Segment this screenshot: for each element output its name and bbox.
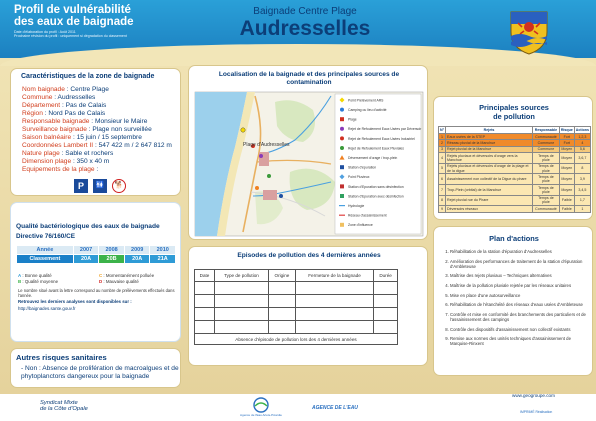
quality-year-header: 2007 xyxy=(73,246,99,255)
action-item: 7. Contrôle et mise en conformité des branchements des particuliers et de l'assainissement des campings xyxy=(450,312,590,322)
meta-revision: Prochaine révision du profil : uniquement si dégradation du classement xyxy=(14,34,127,39)
map-legend-label: Réseau d'assainissement xyxy=(348,213,387,218)
profile-title xyxy=(14,4,184,28)
map-legend-label: Rejet de Refoulement Eaux Usées Industriel xyxy=(348,136,415,141)
map-legend-label: Point Pluvieux xyxy=(348,175,370,180)
quality-legend xyxy=(18,273,180,285)
characteristic-row xyxy=(22,150,180,158)
sources-cell-actions: 3,4,5 xyxy=(574,184,590,195)
characteristic-value: : Sable et rochers xyxy=(59,150,114,157)
sources-title-line1: Principales sources xyxy=(479,103,549,112)
characteristics-list xyxy=(22,86,180,174)
sources-cell-n: 7 xyxy=(439,184,446,195)
quality-legend-code: C xyxy=(99,273,103,278)
characteristic-label: Equipements de la plage xyxy=(22,166,95,173)
sources-cell-actions: 3,9 xyxy=(574,174,590,185)
map-legend-marker xyxy=(340,117,344,121)
characteristic-label: Dimension plage xyxy=(22,158,72,165)
sources-cell-resp: Temps de pluie xyxy=(533,195,560,206)
sources-cell-rejet: Assainissement non collectif de la Digue du phare xyxy=(446,174,533,185)
sources-cell-rejet: Rejet pluvial rue du Phare xyxy=(446,195,533,206)
characteristics-panel xyxy=(10,68,181,196)
map-legend-marker xyxy=(340,146,344,150)
map-legend-label: Station d'Epuration avec désinfection xyxy=(348,194,404,199)
episodes-title: Episodes de pollution des 4 dernières années xyxy=(237,252,381,259)
quality-legend-text: Mauvaise qualité xyxy=(105,279,139,284)
risks-text: - Non : Absence de prolifération de macroalgues et de phytoplanctons dangereux pour la baignade xyxy=(21,365,179,380)
quality-title: Qualité bactériologique des eaux de baignade xyxy=(16,223,160,230)
quality-note: Le nombre situé avant la lettre correspond au nombre de prélèvements effectués dans l'année. xyxy=(18,288,175,298)
characteristic-row xyxy=(22,94,180,102)
quality-class-cell: 20A xyxy=(73,255,99,264)
characteristic-row xyxy=(22,86,180,94)
sources-cell-risque: Moyen xyxy=(559,146,574,152)
episodes-header-cell: Type de pollution xyxy=(214,270,268,282)
sources-cell-risque: Fort xyxy=(559,140,574,146)
episodes-cell xyxy=(374,295,398,308)
quality-source-text: Retrouvez les derniers analyses sont disponibles sur : xyxy=(18,299,132,304)
characteristic-label: Coordonnées Lambert II xyxy=(22,142,94,149)
map-legend-marker xyxy=(340,184,344,188)
sources-row xyxy=(439,206,591,212)
map-title: Localisation de la baignade et des principales sources de contamination xyxy=(218,71,400,86)
actions-panel xyxy=(433,226,593,376)
quality-legend-text: Bonne qualité xyxy=(24,273,52,278)
sources-header-cell: N° xyxy=(440,128,445,132)
quality-year-header: Année xyxy=(17,246,74,255)
sources-cell-resp: Temps de pluie xyxy=(533,184,560,195)
meta-date: Date d'élaboration du profil : Août 2011 xyxy=(14,30,76,34)
beach-subtitle: Baignade Centre Plage xyxy=(253,6,357,17)
map-legend-label: Plage xyxy=(348,117,357,122)
sources-header-cell: Responsable xyxy=(533,127,560,134)
sources-row xyxy=(439,163,591,174)
sources-header-cell: Actions xyxy=(575,128,589,132)
characteristic-row xyxy=(22,158,180,166)
map-legend-marker xyxy=(340,194,344,198)
characteristic-row xyxy=(22,134,180,142)
episodes-cell xyxy=(268,295,295,308)
sources-cell-risque: Faible xyxy=(559,195,574,206)
quality-legend-code: D xyxy=(99,279,103,284)
map-legend-marker xyxy=(340,127,344,131)
characteristic-value: : 15 juin / 15 septembre xyxy=(71,134,142,141)
quality-year-header: 2009 xyxy=(124,246,150,255)
characteristic-value: : Audresselles xyxy=(52,94,96,101)
map-legend-marker xyxy=(340,108,344,112)
action-item: 9. Remise aux normes des unités techniques d'assainissement de Marquise-Rinxent xyxy=(450,336,590,346)
characteristic-label: Surveillance baignade xyxy=(22,126,87,133)
sources-cell-n: 4 xyxy=(439,153,446,164)
risks-title: Autres risques sanitaires xyxy=(16,353,107,362)
sources-cell-n: 1 xyxy=(439,134,446,140)
parking-icon: P xyxy=(74,179,88,193)
episodes-row xyxy=(195,282,398,295)
episodes-header-cell: Origine xyxy=(268,270,295,282)
characteristic-value: : Plage non surveillée xyxy=(86,126,152,133)
footer-credit: IMPRIMÉ Réalisation xyxy=(520,410,553,414)
characteristic-row xyxy=(22,110,180,118)
sources-cell-resp: Commune xyxy=(533,146,560,152)
map-legend-label: Hydrologie xyxy=(348,204,365,208)
sources-cell-n: 3 xyxy=(439,146,446,152)
sources-cell-rejet: Eaux usées de la STEP xyxy=(446,134,533,140)
episodes-cell xyxy=(195,295,215,308)
quality-legend-item: C : Momentanément polluée xyxy=(99,273,155,278)
action-item: 5. Mise en place d'une autosurveillance xyxy=(450,293,590,298)
episodes-cell xyxy=(295,308,373,321)
episodes-footer: Absence d'épisode de pollution lors des 4 dernières années xyxy=(195,334,398,345)
episodes-cell xyxy=(268,282,295,295)
characteristic-label: Nom baignade xyxy=(22,86,65,93)
quality-legend-item: A : Bonne qualité xyxy=(18,273,52,278)
map-legend-label: Rejet de Refoulement Eaux Pluviales xyxy=(348,146,404,151)
episodes-cell xyxy=(195,282,215,295)
map-panel xyxy=(188,65,428,240)
episodes-header-cell: Durée xyxy=(374,270,398,282)
action-item: 6. Réhabilitation de l'étanchéité des réseaux d'eaux usées d'Ambleteuse xyxy=(450,302,590,307)
beach-name: Audresselles xyxy=(239,17,371,40)
sources-title-line2: de pollution xyxy=(493,112,535,121)
episodes-cell xyxy=(295,321,373,334)
episodes-cell xyxy=(295,282,373,295)
map-image xyxy=(195,92,423,236)
characteristic-label: Commune xyxy=(22,94,53,101)
episodes-cell xyxy=(195,308,215,321)
sources-cell-actions: 4 xyxy=(574,140,590,146)
quality-legend-text: Qualité moyenne xyxy=(24,279,59,284)
action-item: 3. Maîtrise des rejets pluviaux – Techniques alternatives xyxy=(450,273,590,278)
footer-logo1-line2: de la Côte d'Opale xyxy=(40,406,88,413)
footer-logo-agence: AGENCE DE L'EAU xyxy=(312,405,358,411)
quality-table xyxy=(16,245,176,264)
no-dogs-icon: 🐕 xyxy=(112,179,126,193)
sources-cell-actions: 5,6 xyxy=(574,146,590,152)
footer xyxy=(0,394,596,421)
toilets-icon: 🚻 xyxy=(93,179,107,193)
sources-cell-resp: Temps de pluie xyxy=(533,174,560,185)
episodes-row xyxy=(195,321,398,334)
episodes-cell xyxy=(374,308,398,321)
characteristic-label: Saison balnéaire xyxy=(22,134,72,141)
footer-logo1-line1: Syndicat Mixte xyxy=(40,400,78,406)
sources-cell-risque: Fort xyxy=(559,134,574,140)
quality-year-header: 2010 xyxy=(150,246,176,255)
sources-cell-rejet: Rejets pluviaux et déversoirs d'orage de la plage et de la digue xyxy=(446,163,533,174)
quality-legend-code: A xyxy=(18,273,22,278)
actions-list xyxy=(450,249,590,351)
equipment-icons xyxy=(74,179,126,193)
quality-class-cell: 21A xyxy=(150,255,176,264)
characteristic-value: : Pas de Calais xyxy=(60,102,107,109)
episodes-cell xyxy=(214,308,268,321)
episodes-cell xyxy=(374,321,398,334)
action-item: 4. Maîtrise de la pollution pluviale rejetée par les réseaux unitaires xyxy=(450,283,590,288)
sources-cell-resp: Temps de pluie xyxy=(533,153,560,164)
sources-row xyxy=(439,153,591,164)
characteristic-label: Nature plage xyxy=(22,150,60,157)
profile-meta xyxy=(14,30,214,38)
sources-cell-resp: Communauté xyxy=(533,134,560,140)
quality-panel xyxy=(10,202,181,342)
episodes-cell xyxy=(214,295,268,308)
quality-legend-item: B : Qualité moyenne xyxy=(18,279,59,284)
episodes-panel xyxy=(188,246,428,366)
sources-cell-n: 2 xyxy=(439,140,446,146)
characteristic-label: Département xyxy=(22,102,61,109)
map-legend-label: Station d'Epuration sans désinfection xyxy=(348,184,404,189)
crest-icon xyxy=(505,8,553,56)
episodes-cell xyxy=(268,321,295,334)
characteristic-row xyxy=(22,118,180,126)
characteristic-value: : 350 x 40 m xyxy=(71,158,110,165)
quality-directive: Directive 76/160/CE xyxy=(16,233,75,240)
map-legend-label: Déversement d'orage / trop-plein xyxy=(348,156,398,160)
footer-logo-smco xyxy=(40,400,88,413)
episodes-cell xyxy=(295,295,373,308)
quality-class-cell: 20A xyxy=(124,255,150,264)
characteristic-row xyxy=(22,126,180,134)
map-legend-marker xyxy=(340,223,344,227)
map-legend-marker xyxy=(340,136,344,140)
sources-cell-actions: 3,6,7 xyxy=(574,153,590,164)
episodes-header-cell: Fermeture de la baignade xyxy=(295,270,373,282)
sources-cell-resp: Temps de pluie xyxy=(533,163,560,174)
sources-cell-n: 5 xyxy=(439,163,446,174)
quality-row-label: Classement xyxy=(17,255,74,264)
sources-cell-rejet: Réseau pluvial de la Manchue xyxy=(446,140,533,146)
characteristic-value: : Monsieur le Maire xyxy=(89,118,148,125)
episodes-row xyxy=(195,295,398,308)
sources-cell-n: 6 xyxy=(439,174,446,185)
sources-panel xyxy=(433,96,593,220)
sources-cell-rejet: Rejet pluvial de la Manchue xyxy=(446,146,533,152)
episodes-header-cell: Date xyxy=(195,270,215,282)
characteristics-title: Caractéristiques de la zone de baignade xyxy=(21,73,155,80)
episodes-cell xyxy=(195,321,215,334)
action-item: 2. Amélioration des performances de traitement de la station d'épuration d'Ambleteuse xyxy=(450,259,590,269)
map-legend-label: Zone d'influence xyxy=(348,223,373,228)
episodes-table xyxy=(194,269,398,345)
sources-row xyxy=(439,184,591,195)
map-legend-label: Point Prélèvement ARS xyxy=(348,98,384,103)
sources-cell-risque: Moyen xyxy=(559,184,574,195)
episodes-cell xyxy=(374,282,398,295)
sources-cell-risque: Moyen xyxy=(559,153,574,164)
quality-url-link[interactable]: http://baignades.sante.gouv.fr xyxy=(18,306,76,311)
characteristic-value: : Nord Pas de Calais xyxy=(42,110,106,117)
characteristic-value: : xyxy=(94,166,99,173)
risks-panel xyxy=(10,348,181,388)
sources-cell-n: 8 xyxy=(439,195,446,206)
map-legend-marker xyxy=(340,165,344,169)
footer-website-link[interactable]: www.geogroupe.com xyxy=(512,393,555,398)
map-place-label: Plage d'Audresselles xyxy=(243,142,290,148)
agency-logo-icon xyxy=(240,396,282,418)
quality-legend-item: D : Mauvaise qualité xyxy=(99,279,139,284)
map-legend-label: Camping ou lieu d'activité xyxy=(348,108,387,112)
sources-header-cell: Risque xyxy=(560,128,573,132)
sources-table xyxy=(438,126,591,213)
sources-cell-actions: 1 xyxy=(574,206,590,212)
sources-cell-actions: 1,7 xyxy=(574,195,590,206)
actions-title: Plan d'actions xyxy=(489,234,539,243)
sources-cell-rejet: Rejets pluviaux et déversoirs d'orage vers la Manchue xyxy=(446,153,533,164)
characteristic-row xyxy=(22,166,180,174)
map-legend-label: Station d'épuration xyxy=(348,165,377,170)
sources-cell-resp: Commune xyxy=(533,140,560,146)
sources-row xyxy=(439,174,591,185)
profile-title-line1: Profil de vulnérabilité xyxy=(14,4,131,16)
profile-title-line2: des eaux de baignade xyxy=(14,16,134,28)
episodes-row xyxy=(195,308,398,321)
characteristic-row xyxy=(22,142,180,150)
quality-legend-text: Momentanément polluée xyxy=(105,273,155,278)
sources-title xyxy=(434,103,594,121)
characteristic-label: Région xyxy=(22,110,43,117)
footer-logo2-text: Agence de l'Eau Artois-Picardie xyxy=(240,413,282,417)
sources-cell-actions: 1,2,3 xyxy=(574,134,590,140)
sources-cell-rejet: Trop-Plein (orbital) de la Manchue xyxy=(446,184,533,195)
map-legend-label: Rejet de Refoulement Eaux Usées par Déversoir xyxy=(348,127,422,132)
characteristic-value: : Centre Plage xyxy=(64,86,109,93)
sources-cell-resp: Communauté xyxy=(533,206,560,212)
sources-header-cell: Rejets xyxy=(446,127,533,134)
quality-legend-code: B xyxy=(18,279,22,284)
episodes-cell xyxy=(214,282,268,295)
characteristic-value: : 547 422 m / 2 647 812 m xyxy=(93,142,172,149)
quality-year-header: 2008 xyxy=(99,246,125,255)
sources-cell-n: 9 xyxy=(439,206,446,212)
episodes-cell xyxy=(214,321,268,334)
sources-cell-risque: Moyen xyxy=(559,163,574,174)
action-item: 1. Réhabilitation de la station d'épuration d'Audresselles xyxy=(450,249,590,254)
action-item: 8. Contrôle des dispositifs d'assainissement non collectif existants xyxy=(450,327,590,332)
sources-row xyxy=(439,195,591,206)
characteristic-label: Responsable baignade xyxy=(22,118,90,125)
sources-cell-risque: Faible xyxy=(559,206,574,212)
sources-cell-rejet: Déversoirs réseaux xyxy=(446,206,533,212)
sources-cell-actions: 8 xyxy=(574,163,590,174)
episodes-cell xyxy=(268,308,295,321)
quality-class-cell: 20B xyxy=(99,255,125,264)
sources-cell-risque: Moyen xyxy=(559,174,574,185)
characteristic-row xyxy=(22,102,180,110)
